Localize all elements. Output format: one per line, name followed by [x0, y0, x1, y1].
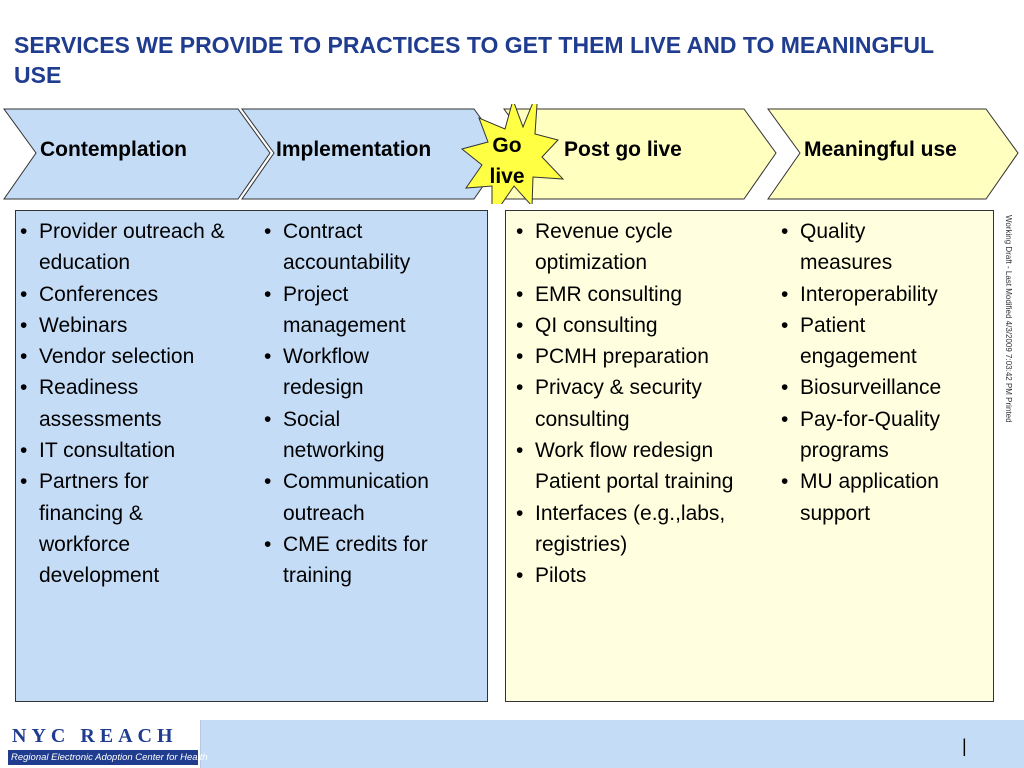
- list-item: • Contract accountability: [260, 216, 453, 279]
- list-item: • EMR consulting: [512, 279, 774, 310]
- implementation-list: [260, 216, 482, 592]
- list-item: • Webinars: [16, 310, 248, 341]
- list-item: • Project management: [260, 279, 453, 342]
- list-item: • Vendor selection: [16, 341, 248, 372]
- meaningful-use-list: [777, 216, 989, 529]
- list-item: • Interfaces (e.g.,labs, registries): [512, 498, 780, 561]
- footer-bar: [0, 720, 1024, 768]
- contemplation-column: [16, 216, 248, 592]
- list-item: • Social networking: [260, 404, 413, 467]
- list-item: • Pilots: [512, 560, 774, 591]
- go-live-line2: live: [489, 165, 525, 188]
- implementation-column: [260, 216, 482, 592]
- list-item: • Interoperability: [777, 279, 989, 310]
- nyc-reach-logo: [0, 720, 208, 768]
- logo-tagline: Regional Electronic Adoption Center for Health: [8, 750, 198, 765]
- list-item: • Quality measures: [777, 216, 950, 279]
- post-go-live-list: [512, 216, 774, 592]
- list-item: • Workflow redesign: [260, 341, 413, 404]
- working-draft-note: [1003, 215, 1017, 445]
- contemplation-list: [16, 216, 248, 592]
- logo-wordmark: NYC REACH: [12, 725, 178, 747]
- list-item: • IT consultation: [16, 435, 248, 466]
- list-item: • Partners for financing & workforce development: [16, 466, 189, 591]
- list-item: • Readiness assessments: [16, 372, 248, 435]
- meaningful-use-column: [777, 216, 989, 529]
- list-item: • Biosurveillance: [777, 372, 989, 403]
- page-number-separator: |: [962, 736, 967, 756]
- list-item: • Privacy & security consulting: [512, 372, 750, 435]
- list-item: • Work flow redesign Patient portal training: [512, 435, 765, 498]
- list-item: • Revenue cycle optimization: [512, 216, 735, 279]
- list-item: • PCMH preparation: [512, 341, 774, 372]
- stage-label-post-go-live: Post go live: [564, 138, 682, 161]
- go-live-line1: Go: [492, 134, 522, 157]
- post-go-live-column: [512, 216, 774, 592]
- list-item: • CME credits for training: [260, 529, 473, 592]
- stage-label-contemplation: Contemplation: [40, 138, 187, 161]
- working-draft-text: Working Draft - Last Modified 4/3/2009 7:03:42 PM Printed: [1004, 215, 1013, 423]
- list-item: • Pay-for-Quality programs: [777, 404, 985, 467]
- list-item: • QI consulting: [512, 310, 774, 341]
- list-item: • Patient engagement: [777, 310, 950, 373]
- stage-label-implementation: Implementation: [276, 138, 432, 161]
- list-item: • Conferences: [16, 279, 248, 310]
- stage-label-meaningful-use: Meaningful use: [804, 138, 957, 161]
- page-title: SERVICES WE PROVIDE TO PRACTICES TO GET THEM LIVE AND TO MEANINGFUL USE: [14, 32, 934, 88]
- list-item: • Provider outreach & education: [16, 216, 248, 279]
- list-item: • MU application support: [777, 466, 985, 529]
- list-item: • Communication outreach: [260, 466, 482, 529]
